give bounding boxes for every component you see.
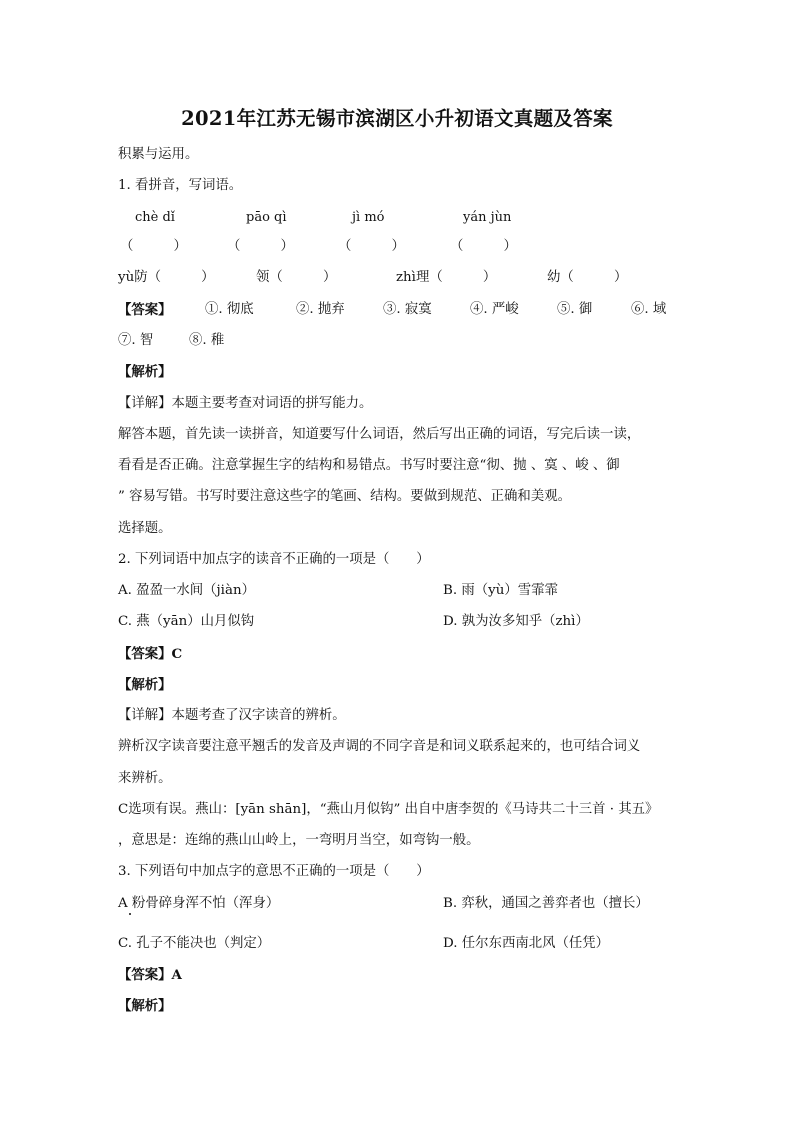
- q1-answer-8: ⑧. 稚: [189, 333, 225, 348]
- q3-answer: 【答案】A: [118, 967, 182, 983]
- q2-option-c: C. 燕（yān）山月似钩: [118, 614, 255, 629]
- q2-option-b: B. 雨（yù）雪霏霏: [443, 583, 558, 598]
- q1-row2-3: zhì理（ ）: [396, 270, 497, 285]
- q3-stem: 3. 下列语句中加点字的意思不正确的一项是（ ）: [118, 864, 430, 879]
- q1-answer-6: ⑥. 域: [631, 302, 667, 317]
- q1-answer-3: ③. 寂寞: [383, 302, 432, 317]
- q2-explain-1: 辨析汉字读音要注意平翘舌的发音及声调的不同字音是和词义联系起来的，也可结合词义: [118, 739, 641, 754]
- q3-option-d: D. 任尔东西南北风（任凭）: [443, 936, 610, 951]
- q1-explain-2: 看看是否正确。注意掌握生字的结构和易错点。书写时要注意“彻、抛 、寞 、峻 、御: [118, 458, 620, 473]
- q1-blank-2: （ ）: [227, 239, 294, 254]
- q1-blank-1: （ ）: [120, 239, 187, 254]
- q1-answer-2: ②. 抛弃: [296, 302, 345, 317]
- q1-pinyin-1: chè dǐ: [135, 210, 175, 225]
- q2-answer: 【答案】C: [118, 646, 183, 662]
- q2-option-d: D. 孰为汝多知乎（zhì）: [443, 614, 589, 629]
- q1-answer-5: ⑤. 御: [557, 302, 593, 317]
- q2-explain-4: ，意思是：连绵的燕山山岭上，一弯明月当空，如弯钩一般。: [118, 833, 480, 848]
- q1-pinyin-4: yán jùn: [463, 210, 512, 225]
- q1-blank-4: （ ）: [450, 239, 517, 254]
- q2-stem: 2. 下列词语中加点字的读音不正确的一项是（ ）: [118, 552, 430, 567]
- q1-pinyin-2: pāo qì: [246, 210, 287, 225]
- q3-option-c: C. 孔子不能决也（判定）: [118, 936, 271, 951]
- q1-answer-7: ⑦. 智: [118, 333, 154, 348]
- choice-heading: 选择题。: [118, 521, 172, 536]
- emphasis-dot: [129, 913, 131, 915]
- q1-blank-3: （ ）: [338, 239, 405, 254]
- q1-answer-4: ④. 严峻: [470, 302, 519, 317]
- q1-answer-label: 【答案】: [118, 302, 172, 318]
- q3-analysis-label: 【解析】: [118, 998, 172, 1014]
- q1-explain-1: 解答本题，首先读一读拼音，知道要写什么词语，然后写出正确的词语，写完后读一读，: [118, 427, 641, 442]
- q2-explain-3: C选项有误。燕山：[yān shān]，“燕山月似钩” 出自中唐李贺的《马诗共二十三首 · 其五》: [118, 802, 659, 817]
- q1-pinyin-3: jì mó: [352, 210, 385, 225]
- q1-detail: 【详解】本题主要考查对词语的拼写能力。: [118, 396, 373, 411]
- section-heading: 积累与运用。: [118, 147, 199, 162]
- q1-stem: 1. 看拼音，写词语。: [118, 178, 243, 193]
- q1-explain-3: ” 容易写错。书写时要注意这些字的笔画、结构。要做到规范、正确和美观。: [118, 489, 571, 504]
- q1-analysis-label: 【解析】: [118, 364, 172, 380]
- q2-option-a: A. 盈盈一水间（jiàn）: [118, 583, 255, 598]
- q3-option-b: B. 弈秋，通国之善弈者也（擅长）: [443, 896, 649, 911]
- q1-row2-1: yù防（ ）: [118, 270, 215, 285]
- q1-row2-4: 幼（ ）: [547, 270, 628, 285]
- document-title: 2021年江苏无锡市滨湖区小升初语文真题及答案: [181, 107, 613, 130]
- q1-answer-1: ①. 彻底: [205, 302, 254, 317]
- q2-explain-2: 来辨析。: [118, 771, 172, 786]
- q1-row2-2: 领（ ）: [256, 270, 337, 285]
- q2-analysis-label: 【解析】: [118, 677, 172, 693]
- q3-option-a: A 粉骨碎身浑不怕（浑身）: [118, 896, 280, 911]
- q2-detail: 【详解】本题考查了汉字读音的辨析。: [118, 708, 346, 723]
